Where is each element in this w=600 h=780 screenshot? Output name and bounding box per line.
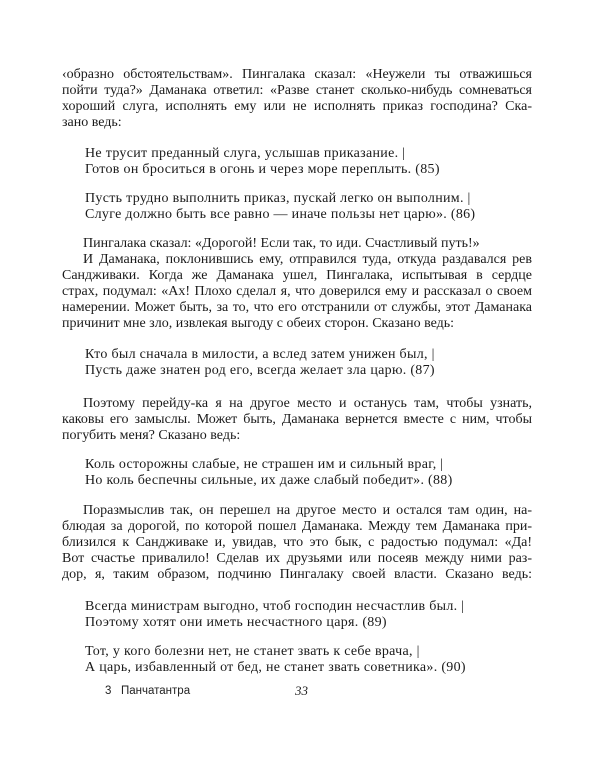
text-line: близился к Сандживаке и, увидав, что это бык, с радостью подумал: «Да! [62,535,532,550]
text-line: страх, подумал: «Ах! Плохо сделал я, что доверился ему и рассказал о своем [62,284,532,299]
text-line: намерении. Может быть, за то, что его отстранили от службы, этот Даманака [62,300,532,315]
text-line: ‹образно обстоятельствам». Пингалака сказал: «Неужели ты отважишься [62,67,532,82]
verse-line: Но коль беспечны сильные, их даже слабый победит». (88) [85,473,453,488]
verse-line: Слуге должно быть все равно — иначе пользы нет царю». (86) [85,207,476,222]
verse-line: А царь, избавленный от бед, не станет звать советника». (90) [85,660,466,675]
page-number: 33 [295,683,308,698]
text-line: хороший слуга, исполнять ему или не исполнять приказ господина? Ска- [62,99,532,114]
text-line: зано ведь: [62,115,122,130]
text-line: Вот счастье привалило! Сделав их друзьями или посеяв между ними раз- [62,551,532,566]
book-title: Панчатантра [121,685,191,697]
signature-number: 3 [105,685,112,697]
text-line: Поразмыслив так, он перешел на другое место и остался там один, на- [83,503,532,518]
text-line: И Даманака, поклонившись ему, отправился туда, откуда раздавался рев [83,252,532,267]
text-line: блюдая за дорогой, по которой пошел Даманака. Между тем Даманака при- [62,519,532,534]
verse-line: Тот, у кого болезни нет, не станет звать к себе врача, | [85,644,420,659]
verse-line: Всегда министрам выгодно, чтоб господин несчастлив был. | [85,599,465,614]
verse-line: Пусть трудно выполнить приказ, пускай легко он выполним. | [85,191,471,206]
text-line: дор, я, таким образом, подчиню Пингалаку своей власти. Сказано ведь: [62,567,532,582]
verse-line: Пусть даже знатен род его, всегда желает зла царю. (87) [85,363,435,378]
text-line: причинит мне зло, извлекая выгоду с обеих сторон. Сказано ведь: [62,316,455,331]
text-line: пойти туда?» Даманака ответил: «Разве станет сколько-нибудь сомневаться [62,83,532,98]
text-line: Сандживаки. Когда же Даманака ушел, Пингалака, испытывая в сердце [62,268,532,283]
verse-line: Коль осторожны слабые, не страшен им и сильный враг, | [85,457,444,472]
text-line: каковы его замыслы. Может быть, Даманака вернется вместе с ним, чтобы [62,412,532,427]
verse-line: Кто был сначала в милости, а вслед затем унижен был, | [85,347,435,362]
text-line: Поэтому перейду-ка я на другое место и останусь там, чтобы узнать, [83,396,532,411]
verse-line: Не трусит преданный слуга, услышав приказание. | [85,146,406,161]
verse-line: Готов он броситься в огонь и через море переплыть. (85) [85,162,440,177]
text-line: Пингалака сказал: «Дорогой! Если так, то иди. Счастливый путь!» [83,236,480,251]
text-line: погубить меня? Сказано ведь: [62,428,241,443]
verse-line: Поэтому хотят они иметь несчастного царя. (89) [85,615,387,630]
